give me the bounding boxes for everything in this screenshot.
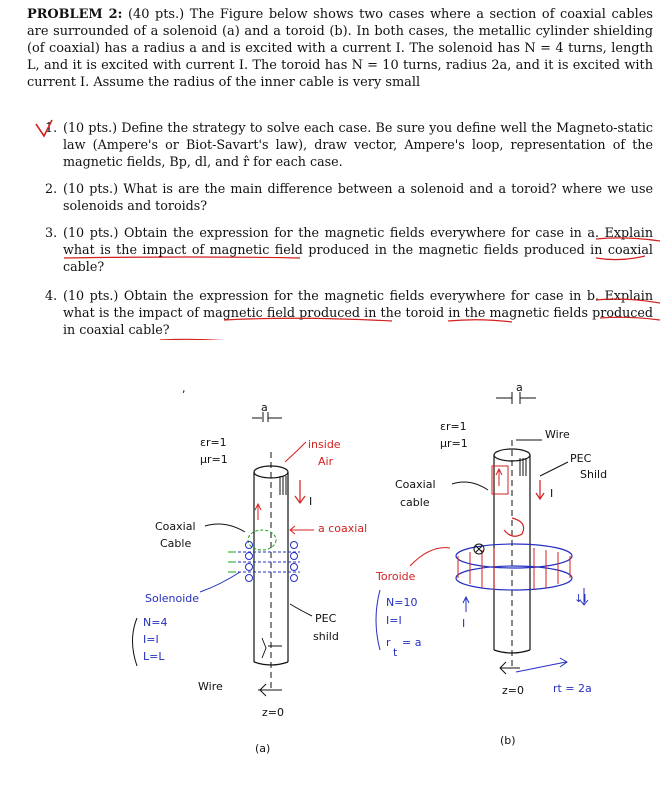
toroid-r-eq: = a [402, 636, 422, 649]
toroide-pointer [410, 548, 450, 566]
solenoid-l: L=L [143, 650, 165, 663]
radius-label-b: a [516, 381, 523, 394]
eps-label-b: εr=1 [440, 420, 467, 433]
caption-b: (b) [500, 734, 516, 747]
hatch-marks [280, 476, 286, 495]
coil-turn [291, 542, 298, 549]
question-text: (10 pts.) Obtain the expression for the magnetic fields everywhere for case in a. Explain what is the impact of magnetic field produced in the magnetic fields produced in coaxial cable? [63, 225, 653, 274]
coil-turn [246, 575, 253, 582]
question-number: 3. [45, 225, 58, 240]
solenoid-brace [133, 618, 138, 666]
pec-label-b: PEC [570, 452, 592, 465]
coil-turn [246, 553, 253, 560]
current-label-b: I [550, 487, 554, 500]
cable-pointer [205, 524, 245, 532]
toroid-r-sub: t [393, 646, 398, 659]
cable-label-a: Cable [160, 537, 192, 550]
shild-label-b: Shild [580, 468, 608, 481]
radius-label-a: a [261, 401, 268, 414]
eps-label-a: εr=1 [200, 436, 227, 449]
problem-text: The Figure below shows two cases where a section of coaxial cables are surrounded of a solenoid (a) and a toroid (b). In both cases, the metallic cylinder shielding (of coaxial) has a radius a and is excited with a current I. The solenoid has N = 4 turns, length L, and it is excited with current I. The toroid has N = 10 turns, radius 2a, and it is excited with current I. Assume the radius of the inner cable is very small [27, 7, 653, 90]
a-coaxial-label: a coaxial [318, 522, 368, 535]
toroid-current-label: ↓I [574, 592, 587, 605]
toroid-top [456, 544, 572, 568]
pec-label-a: PEC [315, 612, 337, 625]
solenoid-i: I=I [143, 633, 159, 646]
problem-heading: PROBLEM 2: [27, 7, 123, 22]
inside-pointer [285, 442, 306, 462]
cable-label-b: cable [400, 496, 430, 509]
pec-pointer [290, 604, 312, 616]
coaxial-label-a: Coaxial [155, 520, 196, 533]
question-number: 2. [45, 181, 58, 196]
underline-explain-3 [596, 238, 660, 241]
check-mark [36, 120, 52, 136]
toroid [456, 544, 572, 590]
stray-mark: , [182, 382, 186, 395]
solenoide-label: Solenoide [145, 592, 200, 605]
air-label: Air [318, 455, 334, 468]
case-a [133, 382, 368, 755]
current-arrow-up [255, 504, 261, 520]
mu-label-b: μr=1 [440, 437, 468, 450]
coaxial-figure [0, 340, 660, 798]
current-up-b [496, 469, 502, 486]
question-text: (10 pts.) What is are the main difference between a solenoid and a toroid? where we use solenoids and toroids? [63, 181, 653, 213]
underline-impact-4 [224, 317, 660, 322]
field-arrows [228, 552, 236, 572]
mu-label-a: μr=1 [200, 453, 228, 466]
inner-dash-marks [262, 638, 282, 658]
a-coaxial-arrow [290, 526, 314, 534]
underline-impact-3 [64, 256, 645, 260]
rt-arrow [516, 658, 567, 672]
wire-label-b: Wire [545, 428, 570, 441]
underline-explain-4 [596, 299, 660, 303]
question-text: (10 pts.) Obtain the expression for the magnetic fields everywhere for case in b. Explain what is the impact of magnetic field produced in the toroid in the magnetic fields produced in coaxial cable? [63, 288, 653, 337]
caption-a: (a) [255, 742, 271, 755]
current-label-a: I [309, 495, 313, 508]
z0-label-a: z=0 [262, 706, 284, 719]
coil-turn [291, 553, 298, 560]
z0-label-b: z=0 [502, 684, 524, 697]
solenoid-pointer [200, 572, 240, 592]
current-down-b [536, 480, 544, 499]
toroid-i: I=I [386, 614, 402, 627]
coil-turn [246, 542, 253, 549]
pec-pointer-b [540, 462, 568, 476]
annotation-marks [0, 0, 660, 340]
toroide-label: Toroide [376, 570, 416, 583]
inside-label: inside [308, 438, 341, 451]
shild-label-a: shild [313, 630, 339, 643]
problem-points: (40 pts.) [127, 7, 185, 22]
current-arrow-down [295, 480, 305, 503]
coil-turn [291, 575, 298, 582]
coil-turn [246, 564, 253, 571]
case-b [375, 381, 607, 747]
toroid-brace [376, 590, 380, 650]
question-number: 1. [45, 120, 58, 135]
wire-label-a: Wire [198, 680, 223, 693]
toroid-bottom [456, 566, 572, 590]
toroid-n: N=10 [386, 596, 418, 609]
toroid-r: r [386, 636, 391, 649]
coaxial-label-b: Coaxial [395, 478, 436, 491]
solenoid-n: N=4 [143, 616, 168, 629]
toroid-up-arrow [463, 597, 469, 612]
ampere-loop-b [504, 518, 524, 536]
question-number: 4. [45, 288, 58, 303]
toroid-up-label: I [462, 617, 466, 630]
z0-marker [258, 684, 282, 696]
coil-turn [291, 564, 298, 571]
question-text: (10 pts.) Define the strategy to solve each case. Be sure you define well the Magneto-static law (Ampere's or Biot-Savart's law), draw vector, Ampere's loop, representation of the magnetic fields, Bp, dl, and r̂ for each case. [63, 120, 653, 169]
coaxial-pointer-b [452, 482, 488, 490]
rt-label: rt = 2a [553, 682, 592, 695]
